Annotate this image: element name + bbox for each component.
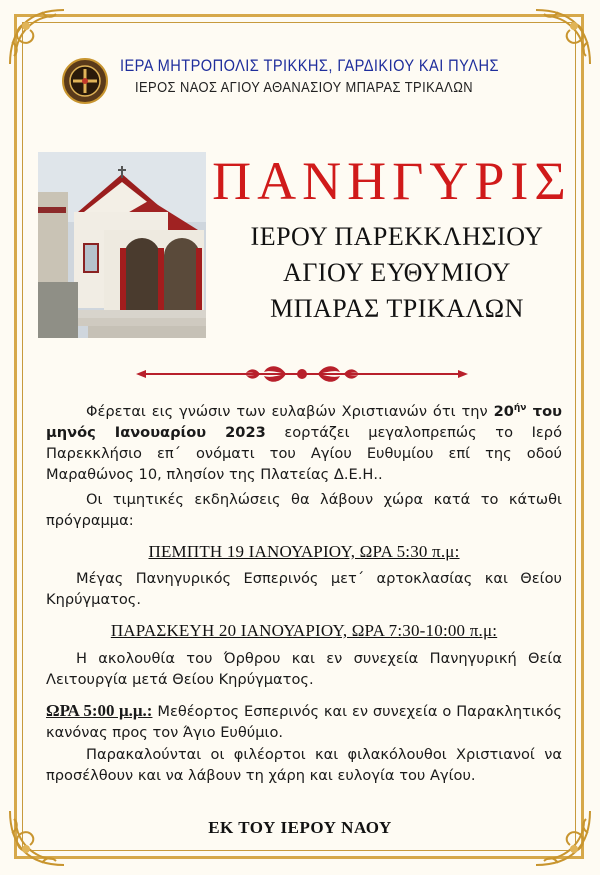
feast-date-day: 20 (493, 402, 514, 420)
evening-paragraph (46, 700, 562, 743)
festival-title: ΠΑΝΗΓΥΡΙΣ (212, 151, 572, 211)
signature-footer: ΕΚ ΤΟΥ ΙΕΡΟΥ ΝΑΟΥ (208, 818, 392, 837)
ornate-corner-icon (526, 4, 596, 74)
closing-paragraph: Παρακαλούνται οι φιλέορτοι και φιλακόλουθοι Χριστιανοί να προσέλθουν και να λάβουν τη χάρη και ευλογία του Αγίου. (46, 746, 562, 784)
intro-text-end: εορτάζει μεγαλοπρεπώς το Ιερό Παρεκκλήσιο επ΄ ονόματι του Αγίου Ευθυμίου επί της οδού Μαραθώνος 10, πλησίον της Πλατείας Δ.Ε.Η.. (46, 423, 563, 483)
program-intro: Οι τιμητικές εκδηλώσεις θα λάβουν χώρα κατά το κάτωθι πρόγραμμα: (46, 491, 562, 529)
subtitle-location: ΜΠΑΡΑΣ ΤΡΙΚΑΛΩΝ (270, 294, 524, 323)
feast-date-suffix: ήν (513, 403, 527, 413)
evening-time: ΩΡΑ 5:00 μ.μ.: (46, 701, 153, 720)
evening-description: Μεθέορτος Εσπερινός και εν συνεχεία ο Παρακλητικός κανόνας προς τον Άγιο Ευθύμιο. (46, 703, 562, 741)
metropolis-emblem-icon (62, 58, 108, 104)
day1-heading: ΠΕΜΠΤΗ 19 ΙΑΝΟΥΑΡΙΟΥ, ΩΡΑ 5:30 π.μ: (148, 542, 460, 561)
subtitle-saint: ΑΓΙΟΥ ΕΥΘΥΜΙΟΥ (283, 258, 511, 287)
day2-description: Η ακολουθία του Όρθρου και εν συνεχεία Πανηγυρική Θεία Λειτουργία μετά Θείου Κηρύγματος. (46, 650, 562, 688)
parish-title: ΙΕΡΟΣ ΝΑΟΣ ΑΓΙΟΥ ΑΘΑΝΑΣΙΟΥ ΜΠΑΡΑΣ ΤΡΙΚΑΛΩΝ (135, 79, 474, 96)
intro-paragraph (46, 398, 562, 485)
subtitle-chapel: ΙΕΡΟΥ ΠΑΡΕΚΚΛΗΣΙΟΥ (250, 222, 544, 251)
day2-heading: ΠΑΡΑΣΚΕΥΗ 20 ΙΑΝΟΥΑΡΙΟΥ, ΩΡΑ 7:30-10:00 π.μ: (110, 621, 498, 640)
feast-date-month: του μηνός Ιανουαρίου 2023 (46, 402, 562, 441)
day1-description: Μέγας Πανηγυρικός Εσπερινός μετ΄ αρτοκλασίας και Θείου Κηρύγματος. (46, 570, 562, 608)
intro-text-start: Φέρεται εις γνώσιν των ευλαβών Χριστιανών ότι την (86, 402, 494, 420)
ornamental-divider-icon (136, 362, 468, 386)
metropolis-title: ΙΕΡΑ ΜΗΤΡΟΠΟΛΙΣ ΤΡΙΚΚΗΣ, ΓΑΡΔΙΚΙΟΥ ΚΑΙ ΠΥΛΗΣ (120, 56, 499, 75)
chapel-photo (38, 152, 206, 338)
